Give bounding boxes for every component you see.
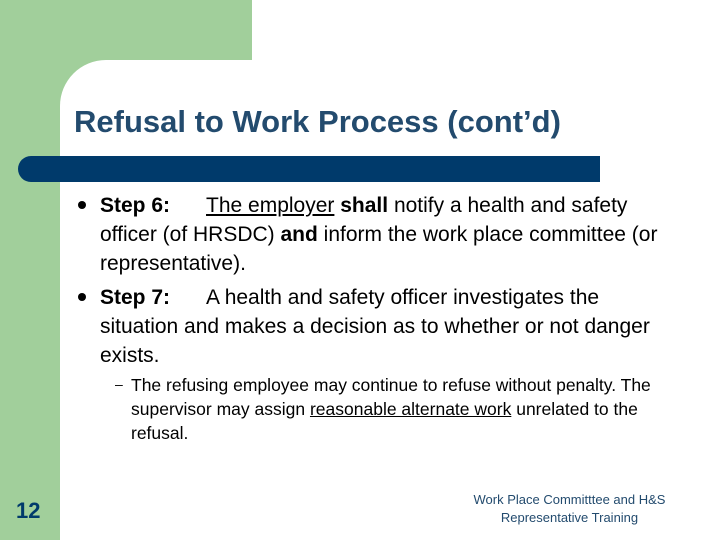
step-7-text: A health and safety officer investigates the situation and makes a decision as to whether or not danger exists.	[100, 286, 650, 367]
bullet-step-7	[100, 283, 670, 370]
title-underline-bar	[18, 156, 600, 182]
sub-bullet-dash-icon: –	[115, 376, 123, 392]
page-number: 12	[16, 498, 41, 523]
bullet-step-6: Step 6: The employer shall notify a health and safety officer (of HRSDC) and inform the work place committee (or representative).	[100, 194, 658, 275]
footer-text	[452, 491, 687, 527]
reasonable-alternate-work: reasonable alternate work	[309, 399, 512, 419]
step-6-label: Step 6:	[100, 194, 171, 217]
step-6-employer: The employer	[206, 194, 335, 217]
footer-line-2: Representative Training	[500, 510, 639, 525]
step-6-shall: shall	[340, 194, 389, 217]
step-7-label: Step 7:	[100, 286, 171, 309]
sub-bullet-text: The refusing employee may continue to refuse without penalty. The supervisor may assign reasonable alternate work unrelated to the refusal.	[131, 375, 651, 443]
footer-line-1: Work Place Committtee and H&S	[473, 492, 666, 507]
slide-title: Refusal to Work Process (cont’d)	[74, 104, 561, 139]
bullet-dot-icon	[78, 201, 86, 209]
bullet-dot-icon	[78, 293, 86, 301]
step-6-and: and	[280, 223, 318, 246]
